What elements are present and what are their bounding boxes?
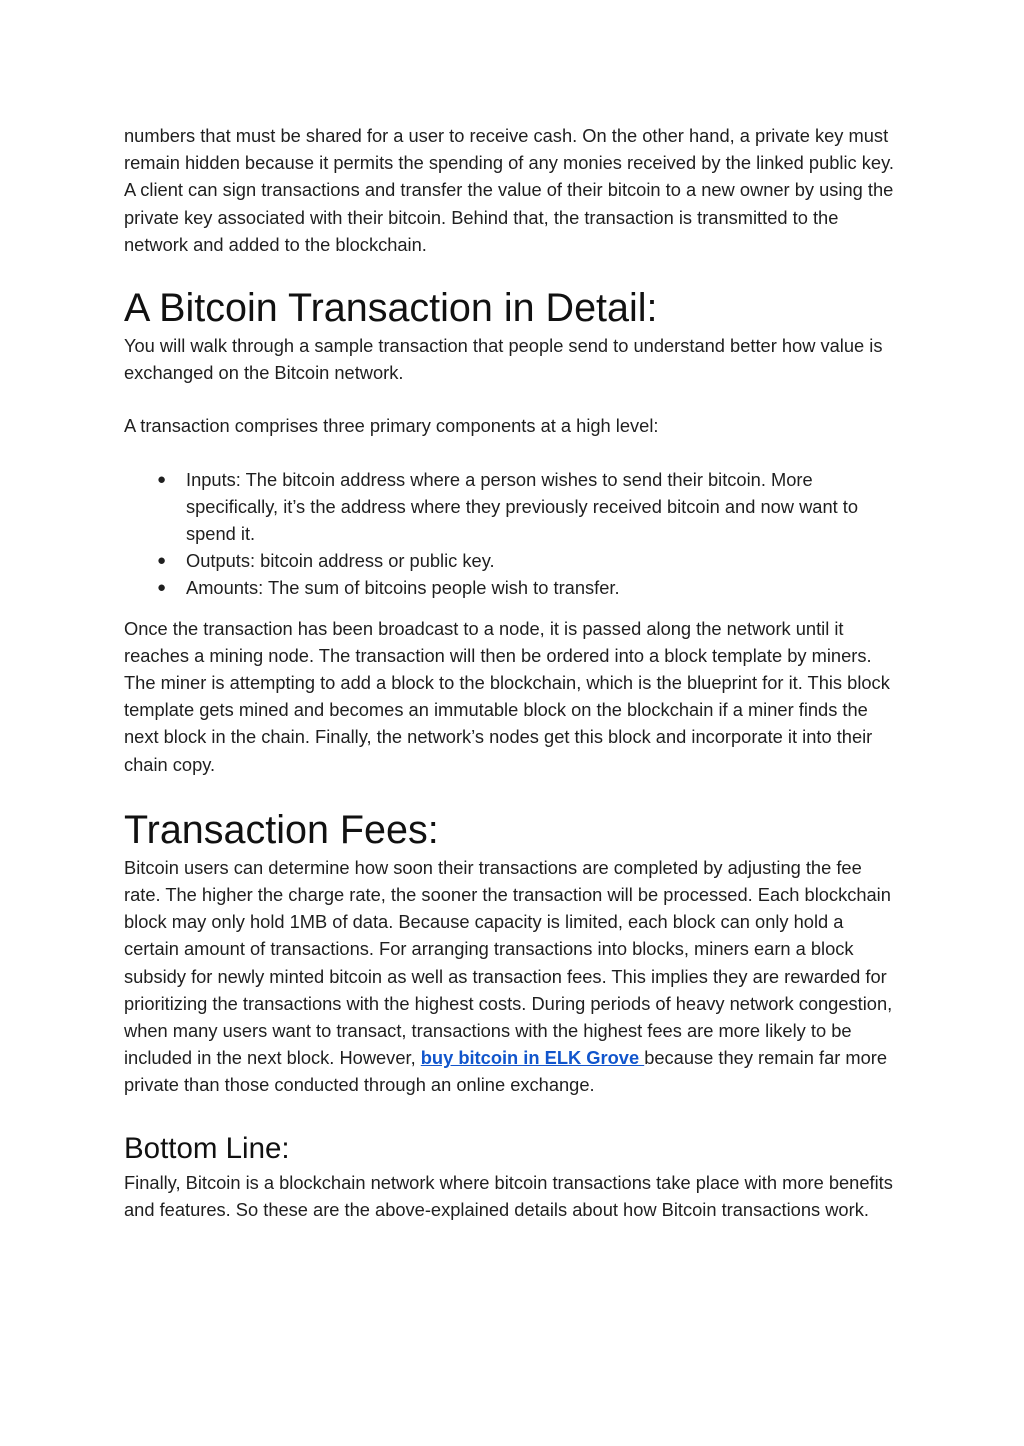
- list-item-text: Amounts: The sum of bitcoins people wish to transfer.: [186, 577, 620, 599]
- paragraph-broadcast: Once the transaction has been broadcast to a node, it is passed along the network until it reaches a mining node. The transaction will then be ordered into a block template by miners. The miner is attempting to add a block to the blockchain, which is the blueprint for it. This block template gets mined and becomes an immutable block on the blockchain if a miner finds the next block in the chain. Finally, the network’s nodes get this block and incorporate it into their chain copy.: [124, 617, 890, 775]
- paragraph-fees: [124, 854, 902, 1099]
- buy-bitcoin-link[interactable]: buy bitcoin in ELK Grove: [420, 1047, 645, 1069]
- fees-text-after-link: because they remain far more private than those conducted through an online exchange.: [124, 1047, 888, 1096]
- paragraph-components: A transaction comprises three primary components at a high level:: [124, 415, 659, 437]
- intro-paragraph: numbers that must be shared for a user to receive cash. On the other hand, a private key must remain hidden because it permits the spending of any monies received by the linked public key. A client can sign transactions and transfer the value of their bitcoin to a new owner by using the private key associated with their bitcoin. Behind that, the transaction is transmitted to the network and added to the blockchain.: [124, 125, 894, 255]
- document-page: [124, 122, 902, 1223]
- list-item-text: Inputs: The bitcoin address where a person wishes to send their bitcoin. More specifically, it’s the address where they previously received bitcoin and now want to spend it.: [186, 468, 859, 545]
- list-item: [124, 466, 902, 548]
- list-item: [124, 547, 902, 574]
- bullet-icon: ●: [157, 552, 167, 570]
- bullet-icon: ●: [157, 579, 167, 597]
- components-list: [124, 466, 902, 602]
- list-item-text: Outputs: bitcoin address or public key.: [186, 550, 495, 572]
- heading-transaction-fees: Transaction Fees:: [124, 807, 439, 852]
- list-item: [124, 574, 902, 601]
- paragraph-bottom-line: Finally, Bitcoin is a blockchain network where bitcoin transactions take place with more benefits and features. So these are the above-explained details about how Bitcoin transactions work.: [124, 1171, 893, 1220]
- paragraph-sample-transaction: You will walk through a sample transaction that people send to understand better how value is exchanged on the Bitcoin network.: [124, 335, 883, 384]
- fees-text-before-link: Bitcoin users can determine how soon their transactions are completed by adjusting the fee rate. The higher the charge rate, the sooner the transaction will be processed. Each blockchain block may only hold 1MB of data. Because capacity is limited, each block can only hold a certain amount of transactions. For arranging transactions into blocks, miners earn a block subsidy for newly minted bitcoin as well as transaction fees. This implies they are rewarded for prioritizing the transactions with the highest costs. During periods of heavy network congestion, when many users want to transact, transactions with the highest fees are more likely to be included in the next block. However,: [124, 856, 893, 1069]
- heading-transaction-detail: A Bitcoin Transaction in Detail:: [124, 286, 658, 331]
- heading-bottom-line: Bottom Line:: [124, 1131, 290, 1165]
- bullet-icon: ●: [157, 470, 167, 488]
